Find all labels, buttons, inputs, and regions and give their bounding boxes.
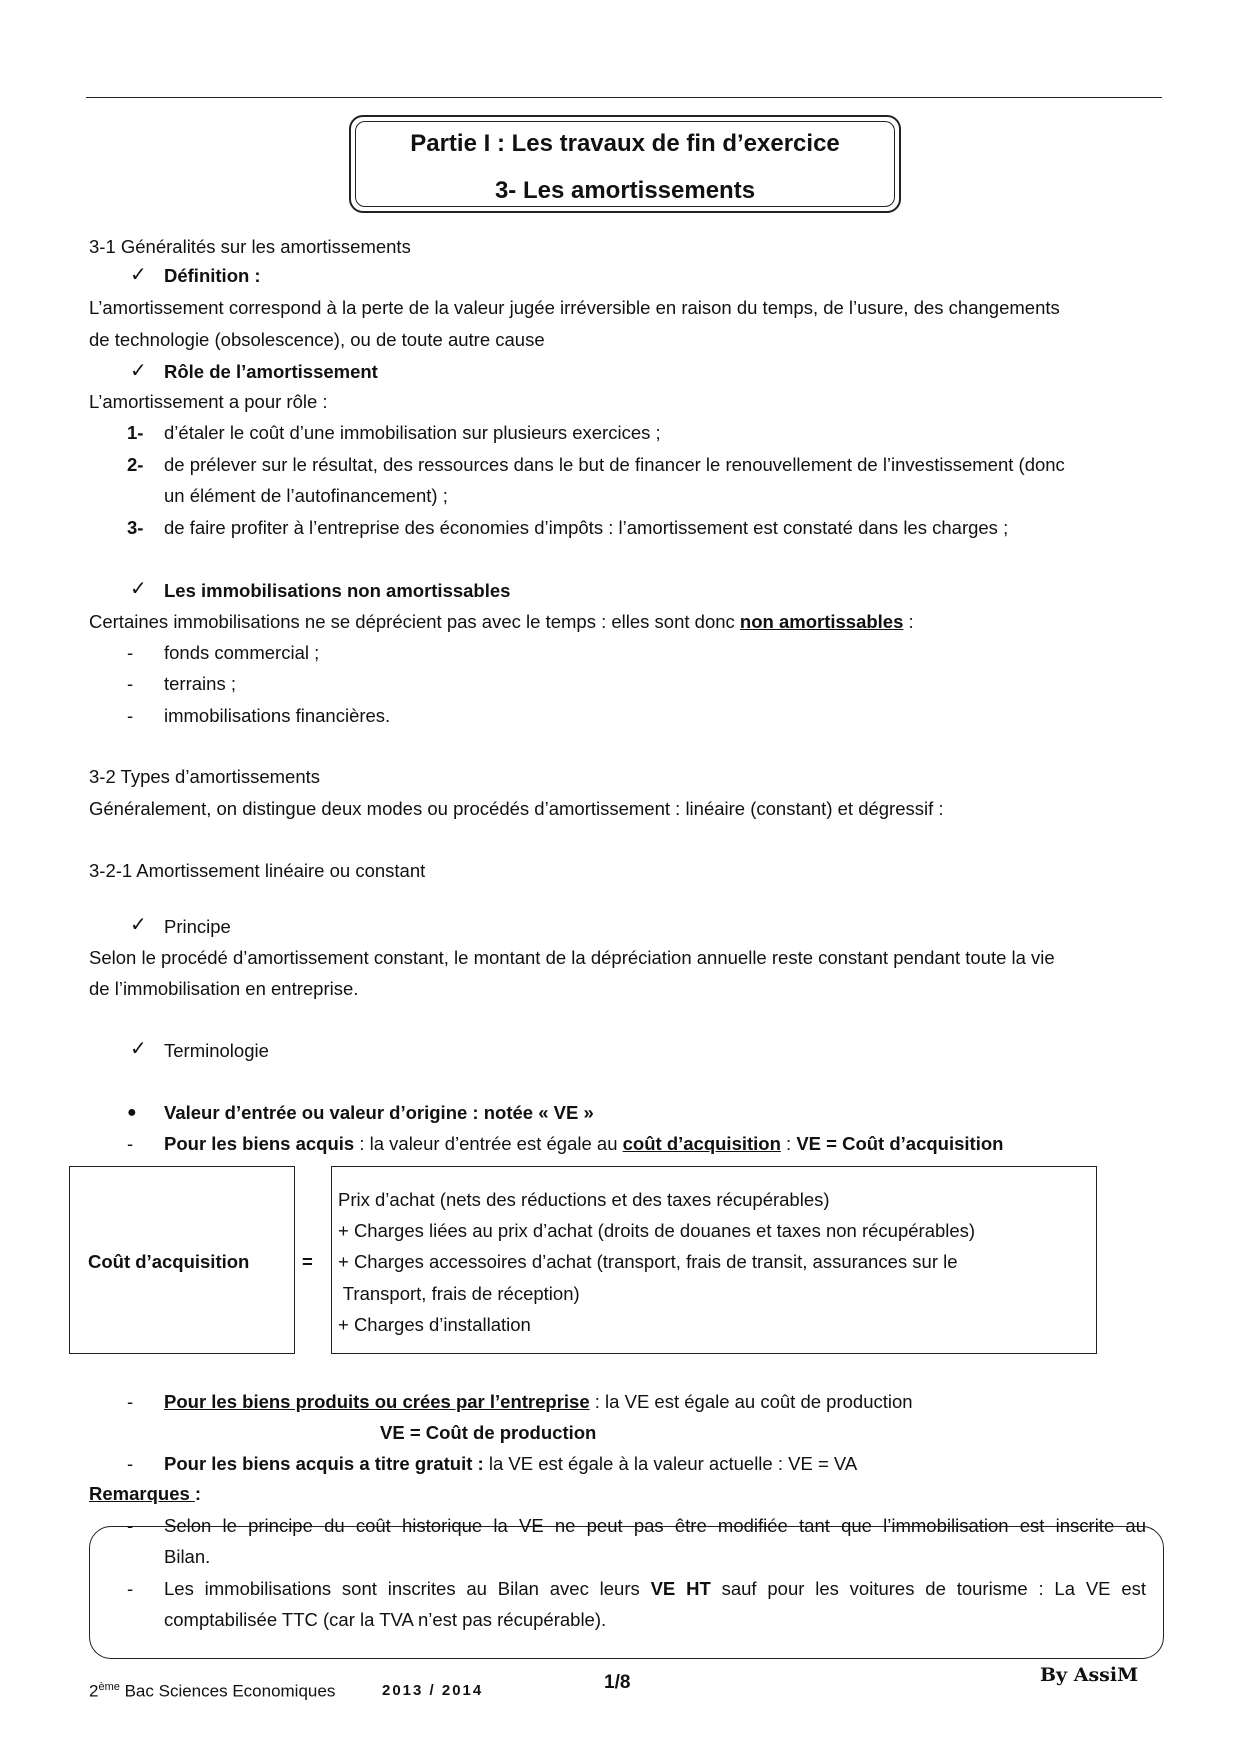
definition-label: Définition :	[164, 265, 261, 286]
role-item-number: 3-	[127, 517, 144, 538]
page-subtitle: 3- Les amortissements	[494, 177, 756, 204]
dash-bullet: -	[127, 705, 134, 726]
author-signature: By AssiM	[1040, 1664, 1139, 1686]
dash-bullet: -	[127, 642, 134, 663]
remarque-2-line-2: comptabilisée TTC (car la TVA n’est pas récupérable).	[164, 1609, 607, 1630]
cost-line: + Charges accessoires d’achat (transport, frais de transit, assurances sur le	[338, 1251, 958, 1272]
ve-label: Valeur d’entrée ou valeur d’origine : notée « VE »	[164, 1102, 594, 1123]
non-amortissables-text: Certaines immobilisations ne se déprécient pas avec le temps : elles sont donc non amortissables :	[89, 611, 914, 632]
dash-bullet: -	[127, 1578, 134, 1599]
dash-bullet: -	[127, 1515, 134, 1536]
list-item: terrains ;	[164, 673, 236, 694]
role-item-text: d’étaler le coût d’une immobilisation sur plusieurs exercices ;	[164, 422, 661, 443]
top-rule	[86, 97, 1162, 98]
dash-bullet: -	[127, 1453, 134, 1474]
checkmark-icon: ✓	[130, 1038, 147, 1060]
section-heading-3-2: 3-2 Types d’amortissements	[89, 766, 321, 787]
principe-text-2: de l’immobilisation en entreprise.	[89, 978, 359, 999]
biens-produits-text: Pour les biens produits ou crées par l’entreprise : la VE est égale au coût de production	[164, 1391, 913, 1412]
cost-line: Transport, frais de réception)	[338, 1283, 580, 1304]
section-heading-3-2-1: 3-2-1 Amortissement linéaire ou constant	[89, 860, 426, 881]
cost-label: Coût d’acquisition	[88, 1251, 250, 1272]
biens-acquis-text: Pour les biens acquis : la valeur d’entrée est égale au coût d’acquisition : VE = Coût d’acquisition	[164, 1133, 1004, 1154]
ve-production-formula: VE = Coût de production	[380, 1422, 597, 1443]
non-amortissables-label: Les immobilisations non amortissables	[164, 580, 511, 601]
definition-text-2: de technologie (obsolescence), ou de toute autre cause	[89, 329, 545, 350]
role-item-text-cont: un élément de l’autofinancement) ;	[164, 485, 448, 506]
role-item-number: 2-	[127, 454, 144, 475]
list-item: immobilisations financières.	[164, 705, 391, 726]
principe-text-1: Selon le procédé d’amortissement constant, le montant de la dépréciation annuelle reste constant pendant toute la vie	[89, 947, 1055, 968]
equals-sign: =	[302, 1251, 313, 1272]
checkmark-icon: ✓	[130, 914, 147, 936]
bullet-icon: ●	[127, 1104, 137, 1121]
section-heading-3-1: 3-1 Généralités sur les amortissements	[89, 236, 411, 257]
footer-class: 2ème Bac Sciences Economiques	[89, 1681, 336, 1701]
remarque-1-line-2: Bilan.	[164, 1546, 211, 1567]
page-title: Partie I : Les travaux de fin d’exercice	[410, 130, 840, 157]
role-intro: L’amortissement a pour rôle :	[89, 391, 328, 412]
title-box	[349, 115, 901, 213]
dash-bullet: -	[127, 673, 134, 694]
remarques-label: Remarques :	[89, 1483, 202, 1504]
role-item-text: de prélever sur le résultat, des ressources dans le but de financer le renouvellement de l’investissement (donc	[164, 454, 1065, 475]
remarque-2-line-1: Les immobilisations sont inscrites au Bilan avec leurs VE HT sauf pour les voitures de tourisme : La VE est	[164, 1578, 1146, 1599]
principe-label: Principe	[164, 916, 231, 937]
checkmark-icon: ✓	[130, 360, 147, 382]
list-item: fonds commercial ;	[164, 642, 320, 663]
dash-bullet: -	[127, 1391, 134, 1412]
biens-gratuit-text: Pour les biens acquis a titre gratuit : la VE est égale à la valeur actuelle : VE = VA	[164, 1453, 858, 1474]
cost-line: Prix d’achat (nets des réductions et des taxes récupérables)	[338, 1189, 830, 1210]
checkmark-icon: ✓	[130, 264, 147, 286]
terminologie-label: Terminologie	[164, 1040, 269, 1061]
checkmark-icon: ✓	[130, 578, 147, 600]
cost-line: + Charges d’installation	[338, 1314, 531, 1335]
role-item-text: de faire profiter à l’entreprise des économies d’impôts : l’amortissement est constaté dans les charges ;	[164, 517, 1009, 538]
types-intro: Généralement, on distingue deux modes ou procédés d’amortissement : linéaire (constant) et dégressif :	[89, 798, 944, 819]
remarque-1-line-1: Selon le principe du coût historique la VE ne peut pas être modifiée tant que l’immobilisation est inscrite au	[164, 1515, 1146, 1536]
role-label: Rôle de l’amortissement	[164, 361, 378, 382]
role-item-number: 1-	[127, 422, 144, 443]
footer-year: 2013 / 2014	[382, 1682, 484, 1699]
definition-text-1: L’amortissement correspond à la perte de la valeur jugée irréversible en raison du temps, de l’usure, des changements	[89, 297, 1060, 318]
dash-bullet: -	[127, 1133, 134, 1154]
page-number: 1/8	[604, 1672, 631, 1693]
cost-line: + Charges liées au prix d’achat (droits de douanes et taxes non récupérables)	[338, 1220, 976, 1241]
